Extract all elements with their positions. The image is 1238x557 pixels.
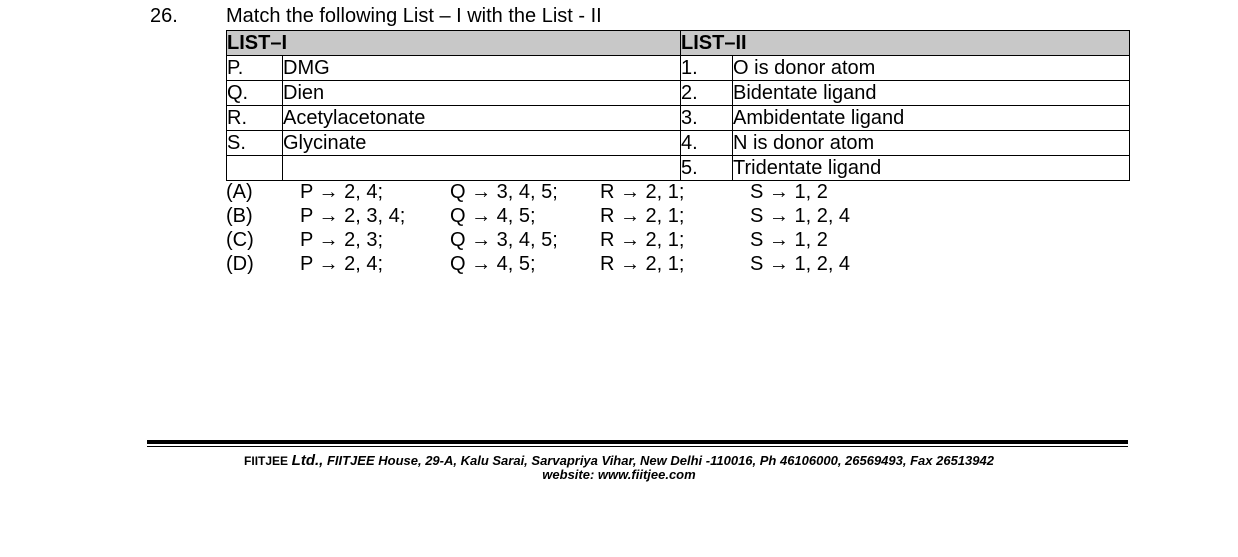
list-1-index: S. [227,131,283,156]
list-2-item: O is donor atom [733,56,1130,81]
option-s: S → 1, 2 [750,229,828,251]
option-r: R → 2, 1; [600,205,685,227]
list-2-index: 1. [681,56,733,81]
table-header-row [227,31,1130,56]
list-1-item: Acetylacetonate [283,106,681,131]
table-row [227,131,1130,156]
option-s: S → 1, 2 [750,181,828,203]
list-2-index: 5. [681,156,733,181]
option-s: S → 1, 2, 4 [750,253,851,275]
list-2-item: Ambidentate ligand [733,106,1130,131]
footer-ltd: Ltd., [291,452,324,469]
option-p: P → 2, 4; [300,181,384,203]
list-1-item [283,156,681,181]
option-s: S → 1, 2, 4 [750,205,851,227]
footer-address: FIITJEE House, 29-A, Kalu Sarai, Sarvapriya Vihar, New Delhi -110016, Ph 46106000, 26569493, Fax 26513942 [326,453,994,468]
list-2-header: LIST–II [681,31,1130,56]
option-label: (B) [226,205,253,227]
option-q: Q → 4, 5; [450,205,536,227]
list-1-item: DMG [283,56,681,81]
list-2-item: N is donor atom [733,131,1130,156]
list-1-index: Q. [227,81,283,106]
option-p: P → 2, 4; [300,253,384,275]
option-label: (C) [226,229,254,251]
option-q: Q → 3, 4, 5; [450,229,558,251]
list-1-index [227,156,283,181]
list-2-index: 2. [681,81,733,106]
table-row [227,106,1130,131]
footer-website: website: www.fiitjee.com [542,467,696,482]
option-label: (A) [226,181,253,203]
option-q: Q → 3, 4, 5; [450,181,558,203]
option-r: R → 2, 1; [600,253,685,275]
option-label: (D) [226,253,254,275]
match-table [226,30,1130,181]
option-p: P → 2, 3; [300,229,384,251]
option-q: Q → 4, 5; [450,253,536,275]
list-2-index: 4. [681,131,733,156]
footer-rule-thin [147,446,1128,447]
table-row [227,56,1130,81]
option-r: R → 2, 1; [600,229,685,251]
list-1-item: Dien [283,81,681,106]
list-1-index: R. [227,106,283,131]
question-number: 26. [150,5,178,27]
table-row [227,156,1130,181]
table-row [227,81,1130,106]
footer-rule-thick [147,440,1128,444]
option-r: R → 2, 1; [600,181,685,203]
list-2-item: Tridentate ligand [733,156,1130,181]
footer-brand: FIITJEE [244,454,289,468]
question-text: Match the following List – I with the List - II [226,5,602,27]
option-p: P → 2, 3, 4; [300,205,406,227]
list-1-header: LIST–I [227,31,681,56]
list-1-index: P. [227,56,283,81]
list-2-item: Bidentate ligand [733,81,1130,106]
list-2-index: 3. [681,106,733,131]
list-1-item: Glycinate [283,131,681,156]
